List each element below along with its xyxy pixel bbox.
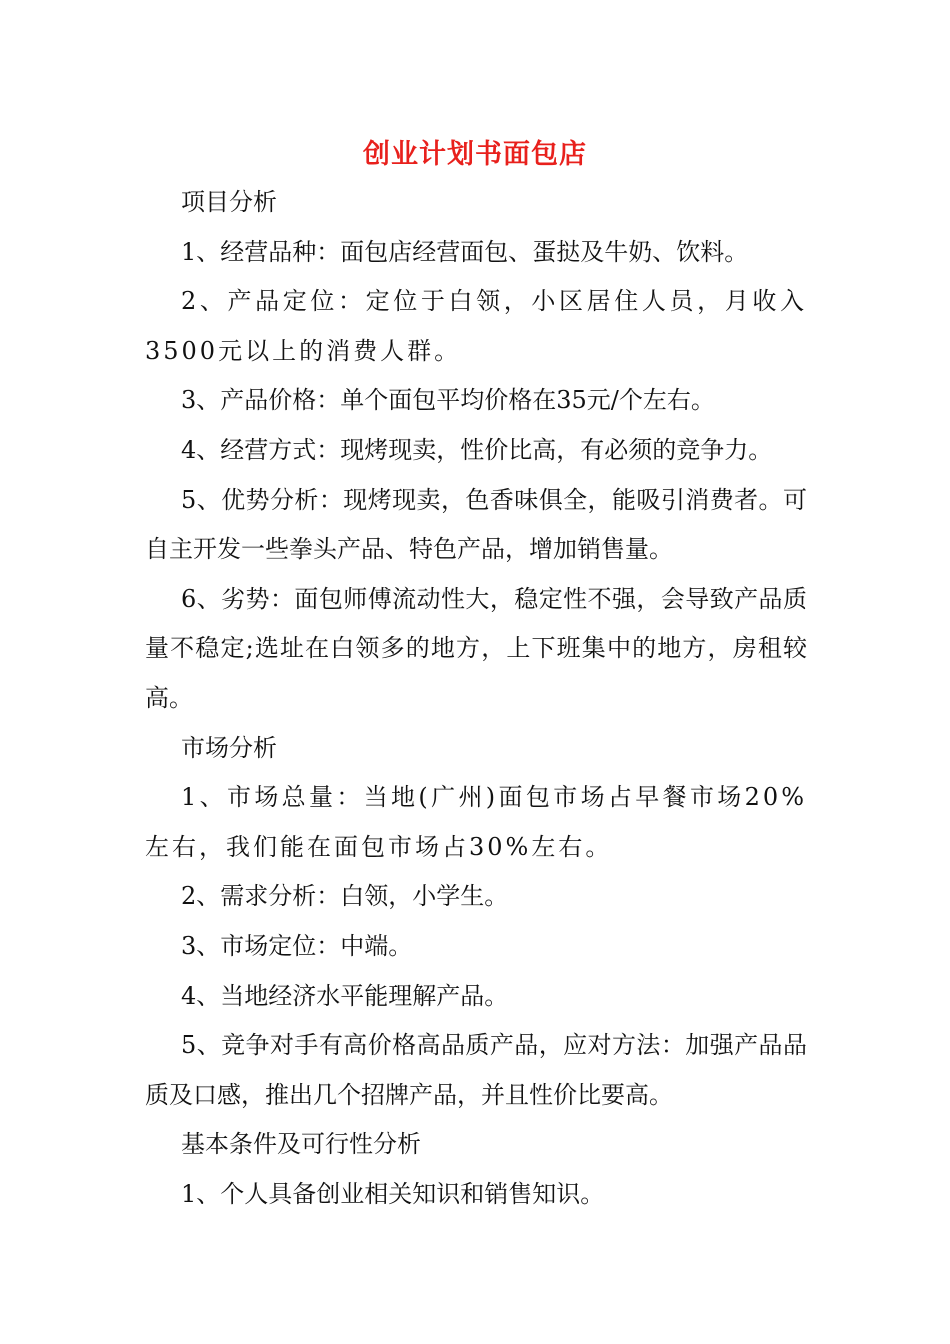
paragraph: 1、个人具备创业相关知识和销售知识。 [181, 1179, 605, 1208]
paragraph: 3、市场定位：中端。 [181, 931, 413, 960]
paragraph: 6、劣势：面包师傅流动性大，稳定性不强，会导致产品质量不稳定;选址在白领多的地方，上下班集中的地方，房租较高。 [145, 584, 807, 712]
section-heading-market-analysis: 市场分析 [181, 733, 277, 762]
section-heading-project-analysis: 项目分析 [181, 188, 277, 216]
paragraph: 2、产品定位：定位于白领，小区居住人员，月收入3500元以上的消费人群。 [145, 287, 807, 365]
document-body [145, 178, 807, 1219]
paragraph: 5、优势分析：现烤现卖，色香味俱全，能吸引消费者。可自主开发一些拳头产品、特色产品，增加销售量。 [145, 485, 807, 564]
section-heading-feasibility-analysis: 基本条件及可行性分析 [181, 1130, 421, 1159]
paragraph: 3、产品价格：单个面包平均价格在35元/个左右。 [181, 386, 715, 415]
paragraph: 4、经营方式：现烤现卖，性价比高，有必须的竞争力。 [181, 435, 773, 464]
paragraph: 1、市场总量：当地(广州)面包市场占早餐市场20%左右，我们能在面包市场占30%左右。 [145, 783, 807, 861]
paragraph: 4、当地经济水平能理解产品。 [181, 981, 509, 1010]
paragraph: 5、竞争对手有高价格高品质产品，应对方法：加强产品品质及口感，推出几个招牌产品，并且性价比要高。 [145, 1031, 807, 1109]
paragraph: 2、需求分析：白领，小学生。 [181, 882, 509, 911]
paragraph: 1、经营品种：面包店经营面包、蛋挞及牛奶、饮料。 [181, 237, 749, 266]
document-title: 创业计划书面包店 [363, 139, 587, 170]
